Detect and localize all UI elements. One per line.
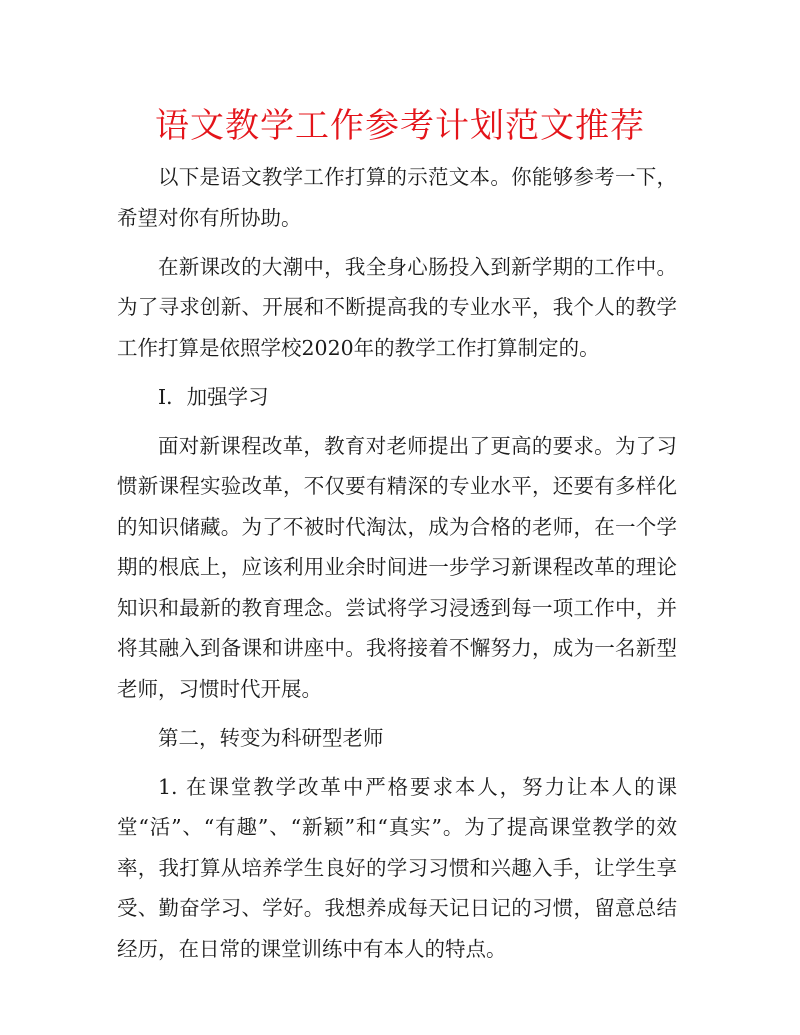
paragraph-background: 在新课改的大潮中，我全身心肠投入到新学期的工作中。为了寻求创新、开展和不断提高我的专业水平，我个人的教学工作打算是依照学校2020年的教学工作打算制定的。	[117, 254, 677, 360]
paragraph-intro: 以下是语文教学工作打算的示范文本。你能够参考一下，希望对你有所协助。	[117, 165, 677, 230]
document-title: 语文教学工作参考计划范文推荐	[155, 106, 645, 146]
section-heading-2: 第二，转变为科研型老师	[158, 725, 384, 750]
section-heading-1: I．加强学习	[158, 384, 269, 409]
paragraph-classroom-reform: 1. 在课堂教学改革中严格要求本人，努力让本人的课堂“活”、“有趣”、“新颖”和“真实”。为了提高课堂教学的效率，我打算从培养学生良好的学习习惯和兴趣入手，让学生享受、勤奋学习、学好。我想养成每天记日记的习惯，留意总结经历，在日常的课堂训练中有本人的特点。	[117, 774, 677, 961]
paragraph-learning: 面对新课程改革，教育对老师提出了更高的要求。为了习惯新课程实验改革，不仅要有精深的专业水平，还要有多样化的知识储藏。为了不被时代淘汰，成为合格的老师，在一个学期的根底上，应该利用业余时间进一步学习新课程改革的理论知识和最新的教育理念。尝试将学习浸透到每一项工作中，并将其融入到备课和讲座中。我将接着不懈努力，成为一名新型老师，习惯时代开展。	[117, 433, 677, 701]
document-body	[117, 157, 677, 978]
